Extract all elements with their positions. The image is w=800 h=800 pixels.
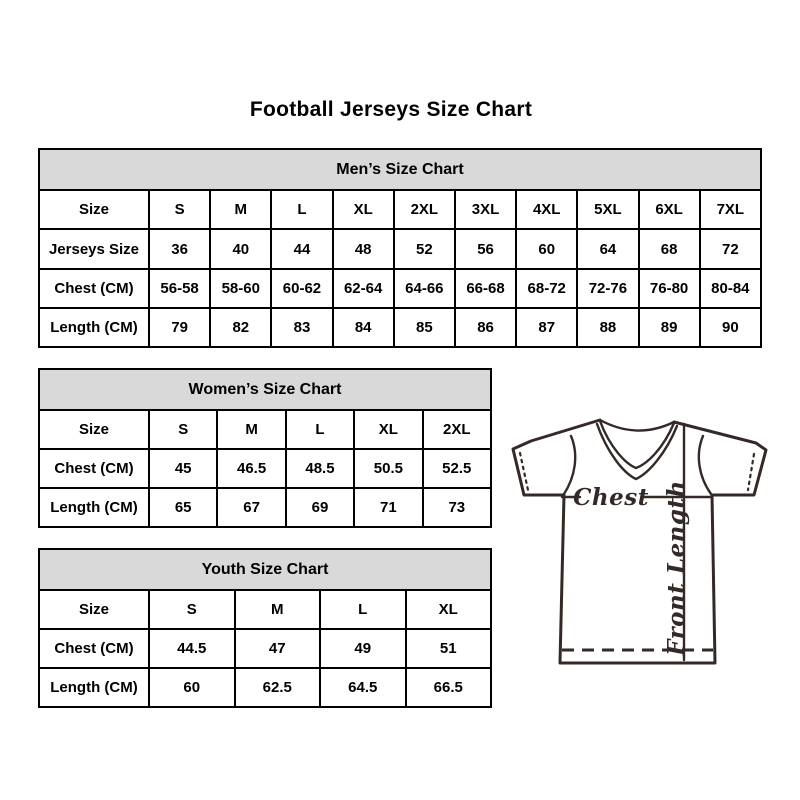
womens-value-cell: 71 <box>354 488 422 527</box>
womens-value-cell: 50.5 <box>354 449 422 488</box>
womens-value-cell: 2XL <box>423 410 491 449</box>
womens-value-cell: 69 <box>286 488 354 527</box>
mens-value-cell: 5XL <box>577 190 638 229</box>
page-title: Football Jerseys Size Chart <box>249 98 533 121</box>
mens-value-cell: 56 <box>455 229 516 268</box>
mens-value-cell: 44 <box>271 229 332 268</box>
youth-value-cell: XL <box>406 590 492 629</box>
youth-header-row <box>39 549 491 590</box>
mens-value-cell: S <box>149 190 210 229</box>
youth-value-cell: 66.5 <box>406 668 492 707</box>
right-cuff-stitch-line <box>748 454 754 490</box>
mens-row-label: Length (CM) <box>39 308 149 347</box>
mens-table <box>38 148 762 348</box>
mens-value-cell: 76-80 <box>639 269 700 308</box>
mens-value-cell: 2XL <box>394 190 455 229</box>
mens-value-cell: 88 <box>577 308 638 347</box>
mens-value-cell: 62-64 <box>333 269 394 308</box>
mens-value-cell: 83 <box>271 308 332 347</box>
womens-row-label: Size <box>39 410 149 449</box>
womens-value-cell: M <box>217 410 285 449</box>
mens-value-cell: 64-66 <box>394 269 455 308</box>
youth-value-cell: 44.5 <box>149 629 235 668</box>
mens-value-cell: 84 <box>333 308 394 347</box>
mens-value-cell: 86 <box>455 308 516 347</box>
youth-table-title: Youth Size Chart <box>39 549 491 590</box>
youth-value-cell: 49 <box>320 629 406 668</box>
womens-value-cell: 46.5 <box>217 449 285 488</box>
mens-table-row <box>39 308 761 347</box>
collar-back-line <box>600 420 674 431</box>
mens-value-cell: 82 <box>210 308 271 347</box>
mens-row-label: Chest (CM) <box>39 269 149 308</box>
youth-value-cell: 62.5 <box>235 668 321 707</box>
mens-value-cell: 52 <box>394 229 455 268</box>
mens-value-cell: 80-84 <box>700 269 761 308</box>
jersey-measurement-diagram <box>500 400 780 680</box>
womens-table-row <box>39 449 491 488</box>
collar-inner-v-line <box>600 421 674 468</box>
womens-value-cell: 73 <box>423 488 491 527</box>
mens-value-cell: L <box>271 190 332 229</box>
mens-value-cell: 4XL <box>516 190 577 229</box>
mens-table-row <box>39 269 761 308</box>
mens-value-cell: 64 <box>577 229 638 268</box>
mens-value-cell: 56-58 <box>149 269 210 308</box>
womens-value-cell: 67 <box>217 488 285 527</box>
mens-value-cell: 58-60 <box>210 269 271 308</box>
youth-size-chart-table <box>38 548 492 708</box>
womens-value-cell: 65 <box>149 488 217 527</box>
mens-table-row <box>39 229 761 268</box>
youth-value-cell: L <box>320 590 406 629</box>
womens-row-label: Chest (CM) <box>39 449 149 488</box>
youth-table-row <box>39 629 491 668</box>
youth-value-cell: 51 <box>406 629 492 668</box>
mens-row-label: Size <box>39 190 149 229</box>
mens-value-cell: 85 <box>394 308 455 347</box>
mens-value-cell: 36 <box>149 229 210 268</box>
mens-table-row <box>39 190 761 229</box>
womens-table-row <box>39 410 491 449</box>
front-length-label: Front Length <box>663 480 690 656</box>
youth-row-label: Length (CM) <box>39 668 149 707</box>
womens-header-row <box>39 369 491 410</box>
mens-value-cell: 48 <box>333 229 394 268</box>
mens-value-cell: 66-68 <box>455 269 516 308</box>
mens-value-cell: 60 <box>516 229 577 268</box>
mens-value-cell: 72-76 <box>577 269 638 308</box>
youth-value-cell: 60 <box>149 668 235 707</box>
youth-table-row <box>39 590 491 629</box>
womens-size-chart-table <box>38 368 492 528</box>
mens-value-cell: 72 <box>700 229 761 268</box>
youth-table-row <box>39 668 491 707</box>
womens-value-cell: XL <box>354 410 422 449</box>
youth-value-cell: 64.5 <box>320 668 406 707</box>
womens-value-cell: S <box>149 410 217 449</box>
youth-table <box>38 548 492 708</box>
youth-row-label: Chest (CM) <box>39 629 149 668</box>
jersey-outline <box>513 420 766 663</box>
mens-value-cell: 6XL <box>639 190 700 229</box>
youth-value-cell: M <box>235 590 321 629</box>
womens-value-cell: 52.5 <box>423 449 491 488</box>
mens-value-cell: 87 <box>516 308 577 347</box>
womens-row-label: Length (CM) <box>39 488 149 527</box>
mens-value-cell: 90 <box>700 308 761 347</box>
womens-value-cell: L <box>286 410 354 449</box>
womens-value-cell: 45 <box>149 449 217 488</box>
mens-value-cell: 68-72 <box>516 269 577 308</box>
mens-size-chart-table <box>38 148 762 348</box>
womens-value-cell: 48.5 <box>286 449 354 488</box>
mens-row-label: Jerseys Size <box>39 229 149 268</box>
womens-table-title: Women’s Size Chart <box>39 369 491 410</box>
womens-table <box>38 368 492 528</box>
mens-value-cell: 60-62 <box>271 269 332 308</box>
collar-outer-v-line <box>597 424 677 479</box>
womens-table-row <box>39 488 491 527</box>
mens-header-row <box>39 149 761 190</box>
mens-value-cell: 40 <box>210 229 271 268</box>
mens-value-cell: M <box>210 190 271 229</box>
mens-value-cell: 3XL <box>455 190 516 229</box>
youth-value-cell: 47 <box>235 629 321 668</box>
youth-row-label: Size <box>39 590 149 629</box>
youth-value-cell: S <box>149 590 235 629</box>
mens-table-title: Men’s Size Chart <box>39 149 761 190</box>
mens-value-cell: 89 <box>639 308 700 347</box>
mens-value-cell: 7XL <box>700 190 761 229</box>
mens-value-cell: XL <box>333 190 394 229</box>
right-sleeve-seam-line <box>699 436 711 494</box>
chest-label: Chest <box>573 484 649 511</box>
mens-value-cell: 68 <box>639 229 700 268</box>
mens-value-cell: 79 <box>149 308 210 347</box>
